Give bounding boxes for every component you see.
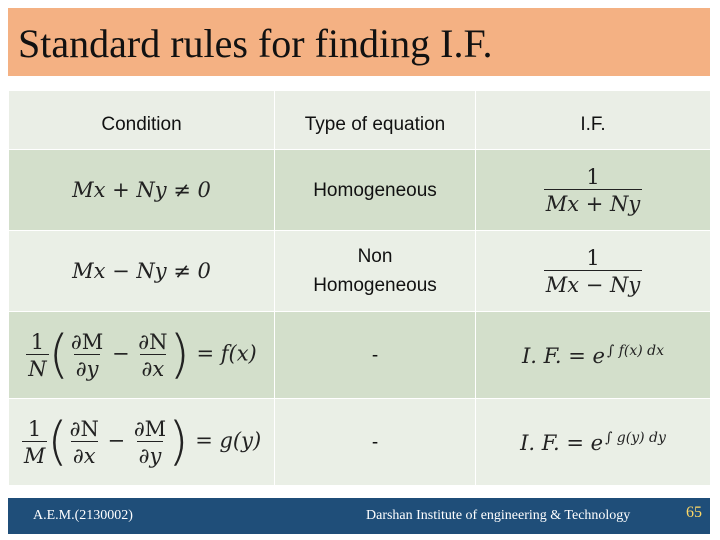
if-base: I. F. = e [521,343,605,368]
page-number: 65 [686,504,702,521]
type-text-line1: Non [357,246,393,267]
coef-denominator: M [22,441,48,468]
if-base: I. F. = e [520,430,604,455]
type-cell [275,312,476,399]
table-row [9,231,711,312]
condition-text: Mx + Ny ≠ 0 [72,178,211,202]
header-condition: Condition [101,113,182,135]
partial-denominator-1: ∂x [71,441,98,468]
partial-numerator-2: ∂N [138,329,168,354]
partial-denominator-1: ∂y [74,354,101,381]
left-paren: ( [48,325,69,385]
condition-rhs: = g(y) [195,428,262,453]
type-cell [275,150,476,231]
if-exponent: ∫ g(y) dy [605,429,666,446]
left-paren: ( [47,412,68,472]
if-denominator: Mx + Ny [544,189,643,216]
condition-cell [9,150,275,231]
footer-course-code: A.E.M.(2130002) [33,508,133,523]
partial-numerator-1: ∂M [70,329,104,354]
partial-denominator-2: ∂x [140,354,167,381]
type-text: Homogeneous [313,179,437,201]
header-cell-condition [9,91,275,150]
type-text-line2: Homogeneous [313,275,437,296]
header-if: I.F. [580,113,606,135]
if-fraction [544,165,643,216]
slide-title: Standard rules for finding I.F. [18,21,493,66]
type-text: - [371,344,379,366]
condition-cell: $\frac{1}{N}$ ( $\frac{\partial M}{\partial y}$ − $\frac{\partial N}{\partial x}$ ) = f(x) [9,312,275,399]
right-paren: ) [168,412,189,472]
condition-text: Mx − Ny ≠ 0 [72,259,211,283]
coef-numerator: 1 [30,329,45,354]
coef-numerator: 1 [27,416,42,441]
table-header-row [9,91,711,150]
title-bar [8,8,710,76]
partial-denominator-2: ∂y [137,441,164,468]
if-cell [476,150,711,231]
if-numerator: 1 [586,245,600,270]
right-paren: ) [169,325,190,385]
type-text: - [371,431,379,453]
partial-fraction-1 [69,330,105,381]
table-row [9,150,711,231]
condition-rhs: = f(x) [196,341,257,366]
coefficient-fraction [22,417,48,468]
rules-table [8,90,711,486]
if-cell [476,312,711,399]
if-numerator: 1 [586,164,600,189]
header-cell-if [476,91,711,150]
if-cell [476,231,711,312]
coef-denominator: N [26,354,48,381]
footer-institute: Darshan Institute of engineering & Technology [366,508,631,523]
partial-fraction-2 [136,330,169,381]
condition-cell: $\frac{1}{M}$ ( $\frac{\partial N}{\partial x}$ − $\frac{\partial M}{\partial y}$ ) = g(y) [9,399,275,486]
partial-numerator-1: ∂N [69,416,99,441]
coefficient-fraction [26,330,48,381]
table-row [9,312,711,399]
type-cell [275,399,476,486]
footer-bar [8,498,710,534]
if-denominator: Mx − Ny [544,270,643,297]
if-cell [476,399,711,486]
header-type: Type of equation [304,113,446,135]
if-fraction [544,246,643,297]
header-cell-type [275,91,476,150]
type-cell [275,231,476,312]
partial-fraction-1 [68,417,101,468]
partial-fraction-2 [132,417,168,468]
if-exponent: ∫ f(x) dx [606,342,665,359]
table-row [9,399,711,486]
partial-numerator-2: ∂M [133,416,167,441]
condition-cell [9,231,275,312]
